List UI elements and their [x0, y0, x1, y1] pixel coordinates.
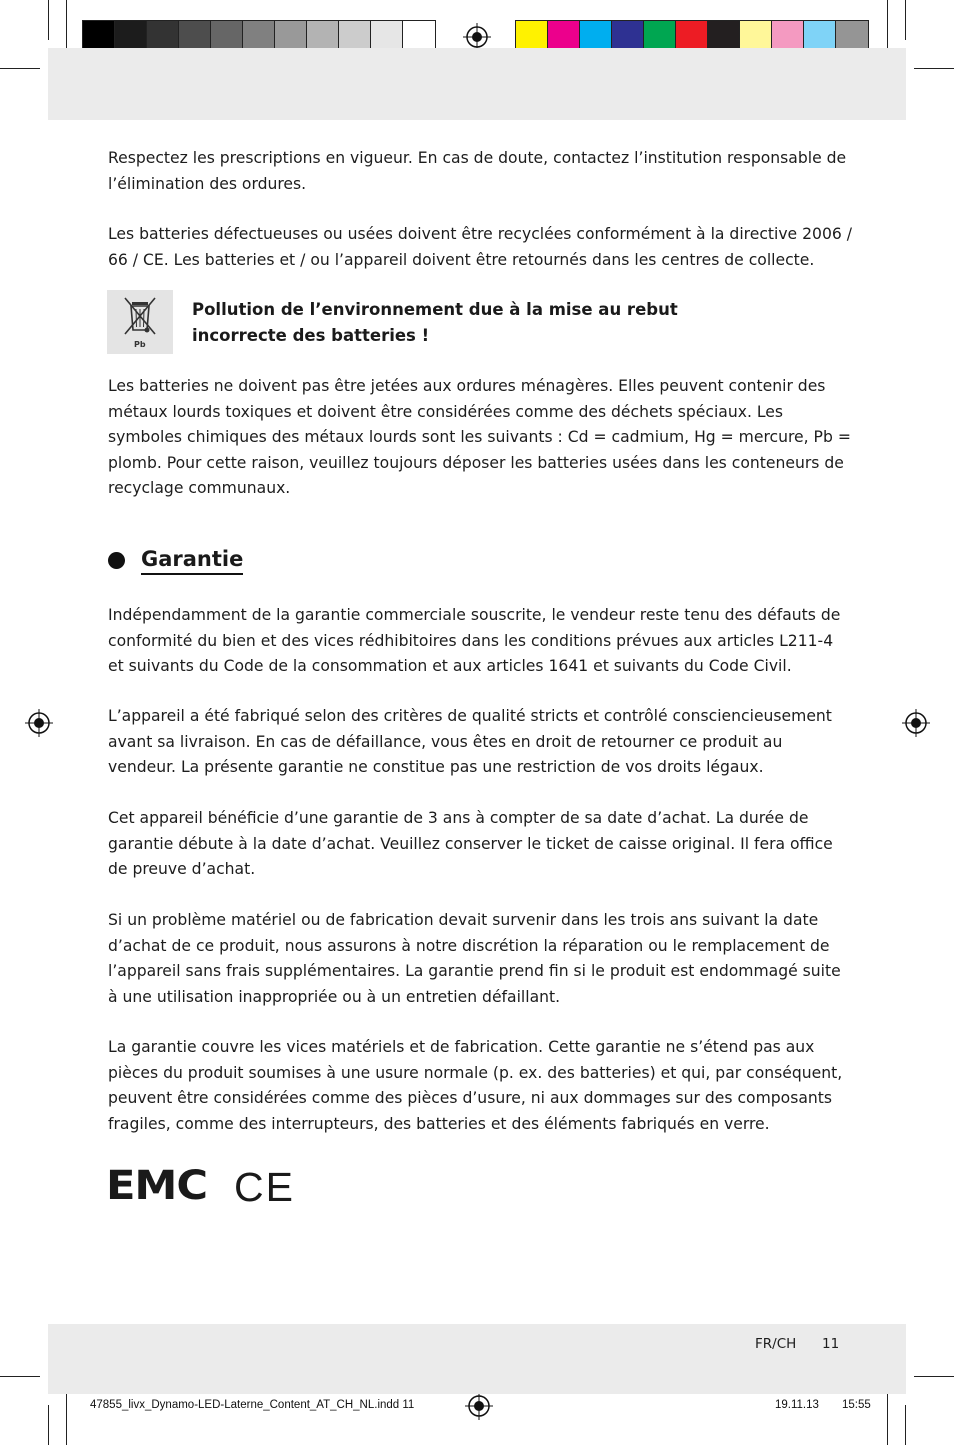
header-band	[48, 48, 906, 120]
paragraph-legal-guarantee: Indépendamment de la garantie commerciale souscrite, le vendeur reste tenu des défauts de conformité du bien et des vices rédhibitoires dans les conditions prévues aux articles L211-4 et suivants du Code de la consommation et aux articles 1641 et suivants du Code Civil.	[108, 606, 841, 675]
battery-disposal-icon-box	[107, 290, 173, 354]
crop-mark	[905, 0, 906, 40]
paragraph-warranty-period: Cet appareil bénéficie d’une garantie de 3 ans à compter de sa date d’achat. La durée de garantie débute à la date d’achat. Veuillez conserver le ticket de caisse original. Il fera office de preuve d’achat.	[108, 809, 833, 878]
paragraph-disposal-rules: Respectez les prescriptions en vigueur. En cas de doute, contactez l’institution responsable de l’élimination des ordures.	[108, 149, 847, 193]
slug-date: 19.11.13	[775, 1399, 819, 1411]
paragraph-coverage: La garantie couvre les vices matériels et de fabrication. Cette garantie ne s’étend pas aux pièces du produit soumises à une usure normale (p. ex. des batteries) et qui, par conséquent, peuvent être considérées comme des pièces d’usure, ni aux dommages sur des composants fragiles, comme des interrupteurs, des batteries et des éléments fabriqués en verre.	[108, 1038, 843, 1133]
paragraph-battery-recycling: Les batteries défectueuses ou usées doivent être recyclées conformément à la directive 2006 / 66 / CE. Les batteries et / ou l’appareil doivent être retournés dans les centres de collecte.	[108, 225, 853, 269]
crop-mark	[914, 68, 954, 69]
emc-mark: EMC	[106, 1163, 207, 1209]
warning-title-line: incorrecte des batteries !	[192, 326, 430, 345]
paragraph-heavy-metals: Les batteries ne doivent pas être jetées aux ordures ménagères. Elles peuvent contenir des métaux lourds toxiques et doivent être considérées comme des déchets spéciaux. Les symboles chimiques des métaux lourds sont les suivants : Cd = cadmium, Hg = mercure, Pb = plomb. Pour cette raison, veuillez toujours déposer les batteries usées dans les conteneurs de recyclage communaux.	[108, 377, 851, 497]
footer-page-number: 11	[822, 1336, 840, 1352]
paragraph-repair: Si un problème matériel ou de fabrication devait survenir dans les trois ans suivant la date d’achat de ce produit, nous assurons à notre discrétion la réparation ou le remplacement de l’appareil sans frais supplémentaires. La garantie prend fin si le produit est endommagé suite à une utilisation inappropriée ou à un entretien défaillant.	[108, 911, 841, 1006]
footer-band	[48, 1324, 906, 1394]
crop-mark	[0, 1376, 40, 1377]
warning-title	[192, 297, 812, 349]
registration-mark-icon	[902, 709, 930, 737]
crop-mark	[48, 1405, 49, 1445]
section-heading	[108, 546, 243, 575]
crop-mark	[66, 1388, 67, 1445]
slug-file-name: 47855_livx_Dynamo-LED-Laterne_Content_AT_CH_NL.indd 11	[90, 1399, 415, 1411]
crop-mark	[914, 1376, 954, 1377]
paragraph-quality: L’appareil a été fabriqué selon des critères de qualité stricts et contrôlé consciencieusement avant sa livraison. En cas de défaillance, vous êtes en droit de retourner ce produit au vendeur. La présente garantie ne constitue pas une restriction de vos droits légaux.	[108, 707, 832, 776]
registration-mark-icon	[465, 1392, 493, 1420]
crop-mark	[887, 1388, 888, 1445]
icon-pb-label: Pb	[134, 340, 146, 349]
bullet-icon	[108, 552, 125, 569]
registration-mark-icon	[25, 709, 53, 737]
footer-locale: FR/CH	[755, 1336, 797, 1352]
crop-mark	[48, 0, 49, 40]
crop-mark	[0, 68, 40, 69]
slug-time: 15:55	[842, 1399, 871, 1411]
ce-mark: CE	[234, 1164, 295, 1210]
registration-mark-icon	[463, 23, 491, 51]
crop-mark	[905, 1405, 906, 1445]
section-title: Garantie	[141, 546, 243, 575]
warning-title-line: Pollution de l’environnement due à la mise au rebut	[192, 300, 678, 319]
